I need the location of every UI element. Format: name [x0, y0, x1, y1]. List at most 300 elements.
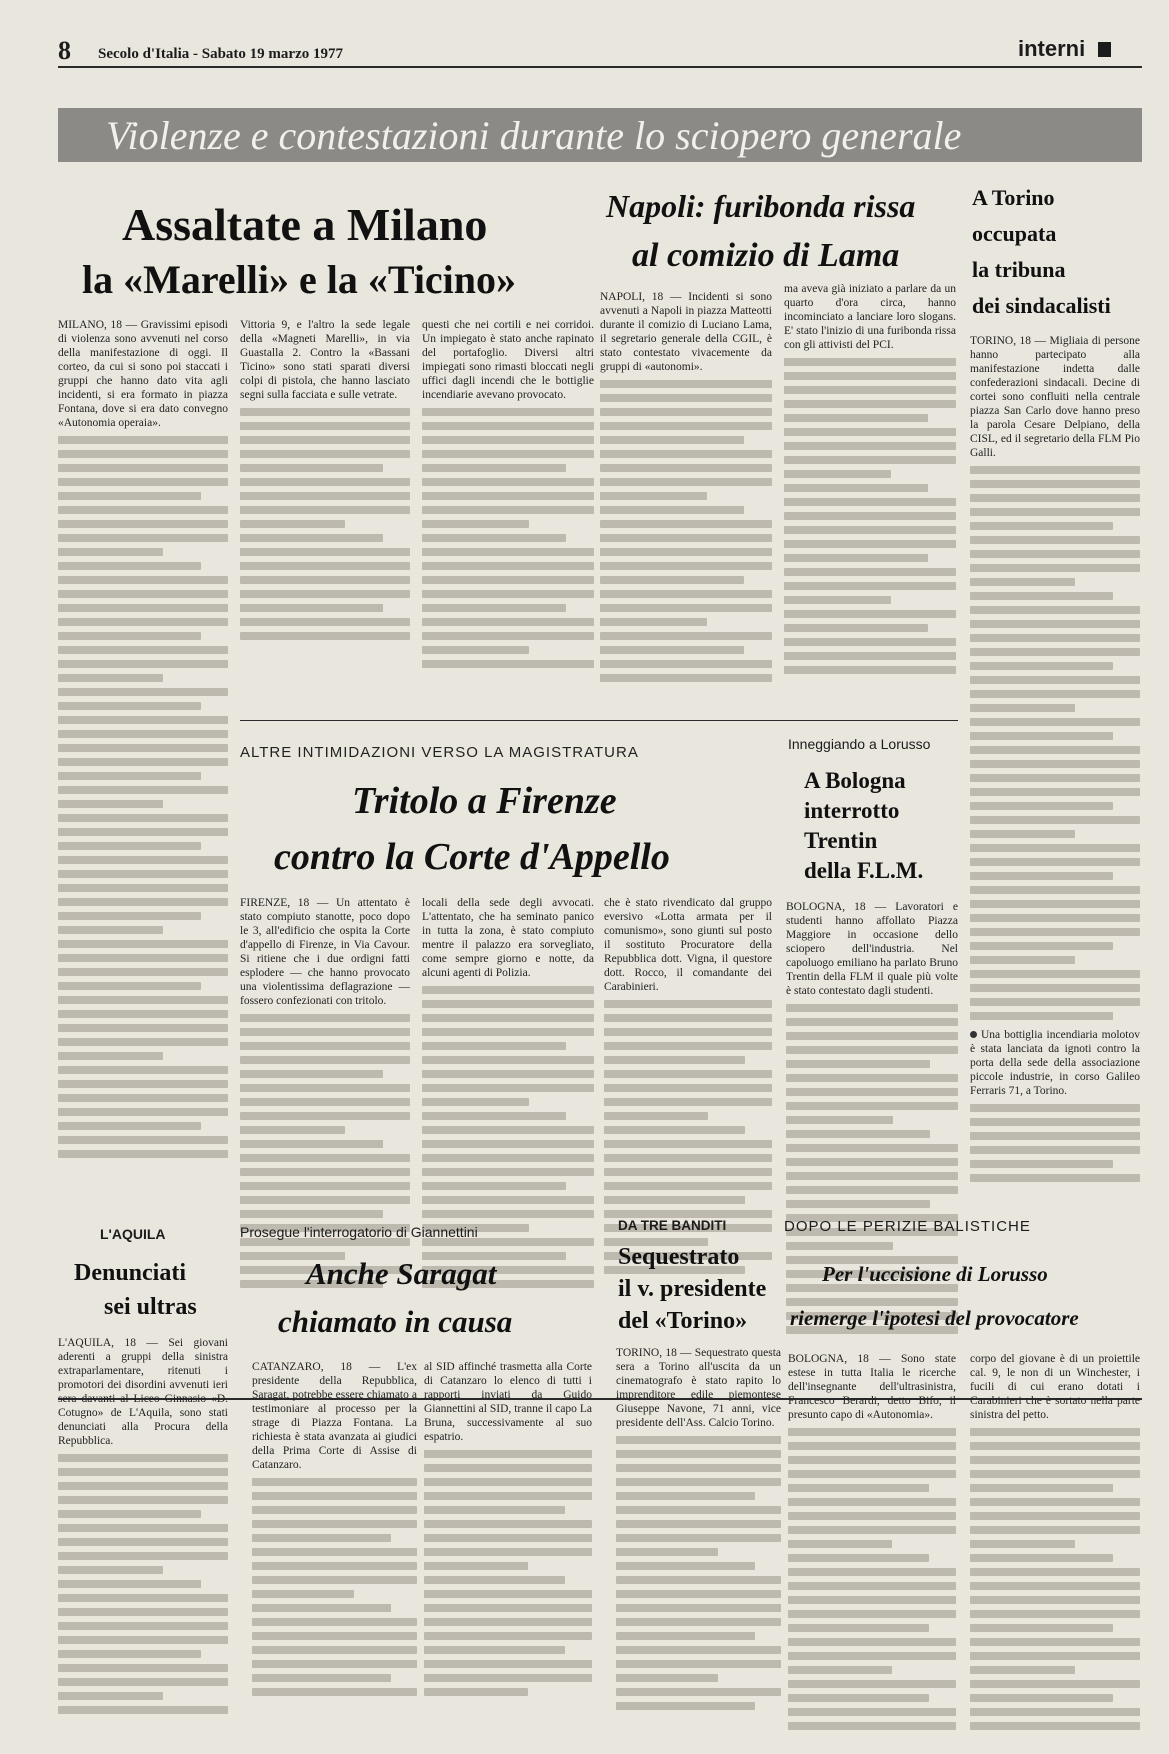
text-line	[784, 638, 956, 646]
text-line	[422, 604, 566, 612]
torino-bullet-item	[970, 1028, 1140, 1098]
napoli-col2-body	[784, 358, 956, 674]
text-line	[240, 1154, 410, 1162]
text-line	[58, 856, 228, 864]
milano-col3-body	[422, 408, 594, 668]
text-line	[424, 1632, 592, 1640]
text-line	[58, 884, 228, 892]
text-line	[58, 688, 228, 696]
text-line	[422, 534, 566, 542]
banner-text: Violenze e contestazioni durante lo sciopero generale	[106, 113, 962, 158]
text-line	[422, 1070, 594, 1078]
sequestro-column	[616, 1346, 781, 1748]
saragat-title-line2: chiamato in causa	[278, 1304, 513, 1339]
text-line	[58, 814, 228, 822]
text-line	[58, 800, 163, 808]
text-line	[424, 1506, 565, 1514]
text-line	[604, 1210, 772, 1218]
text-line	[784, 540, 956, 548]
text-line	[58, 996, 228, 1004]
text-line	[424, 1478, 592, 1486]
text-line	[58, 744, 228, 752]
text-line	[604, 1154, 772, 1162]
text-line	[240, 1084, 410, 1092]
text-line	[252, 1674, 391, 1682]
text-line	[600, 408, 772, 416]
text-line	[240, 1098, 410, 1106]
text-line	[58, 1636, 228, 1644]
text-line	[58, 464, 228, 472]
text-line	[58, 954, 228, 962]
text-line	[970, 830, 1075, 838]
text-line	[604, 1196, 745, 1204]
saragat-kicker: Prosegue l'interrogatorio di Giannettini	[240, 1224, 478, 1240]
text-line	[970, 676, 1140, 684]
text-line	[970, 886, 1140, 894]
text-line	[784, 512, 956, 520]
text-line	[786, 1144, 958, 1152]
text-line	[616, 1506, 781, 1514]
text-line	[424, 1520, 592, 1528]
text-line	[784, 358, 956, 366]
text-line	[604, 1056, 745, 1064]
text-line	[424, 1688, 528, 1696]
text-line	[788, 1610, 956, 1618]
text-line	[970, 816, 1140, 824]
text-line	[58, 562, 201, 570]
text-line	[616, 1646, 781, 1654]
text-line	[784, 484, 928, 492]
text-line	[786, 1046, 958, 1054]
text-line	[58, 1482, 228, 1490]
text-line	[970, 1484, 1113, 1492]
lorusso-col2-body	[970, 1428, 1140, 1730]
text-line	[424, 1618, 592, 1626]
text-line	[788, 1652, 956, 1660]
text-line	[970, 1610, 1140, 1618]
text-line	[616, 1702, 755, 1710]
text-line	[58, 1622, 228, 1630]
text-line	[600, 576, 744, 584]
text-line	[240, 422, 410, 430]
text-line	[58, 1122, 201, 1130]
milano-title-line2: la «Marelli» e la «Ticino»	[82, 257, 517, 302]
text-line	[58, 772, 201, 780]
text-line	[58, 604, 228, 612]
text-line	[786, 1102, 958, 1110]
text-line	[424, 1590, 592, 1598]
text-line	[252, 1576, 417, 1584]
napoli-title-line2: al comizio di Lama	[632, 237, 900, 274]
text-line	[600, 492, 707, 500]
text-line	[58, 1538, 228, 1546]
text-line	[58, 1038, 228, 1046]
text-line	[604, 1042, 772, 1050]
text-line	[252, 1478, 417, 1486]
text-line	[616, 1674, 718, 1682]
text-line	[58, 450, 228, 458]
sequestro-kicker: DA TRE BANDITI	[618, 1218, 727, 1233]
text-line	[600, 478, 772, 486]
text-line	[970, 774, 1140, 782]
text-line	[788, 1512, 956, 1520]
text-line	[970, 1722, 1140, 1730]
text-line	[786, 1242, 893, 1250]
text-line	[970, 1498, 1140, 1506]
text-line	[422, 408, 594, 416]
text-line	[422, 1028, 594, 1036]
text-line	[58, 478, 228, 486]
text-line	[422, 1084, 594, 1092]
text-line	[600, 632, 772, 640]
firenze-title-line1: Tritolo a Firenze	[352, 780, 617, 822]
text-line	[970, 662, 1113, 670]
text-line	[970, 1470, 1140, 1478]
text-line	[784, 582, 956, 590]
text-line	[422, 1000, 594, 1008]
text-line	[788, 1624, 929, 1632]
lorusso-kicker: DOPO LE PERIZIE BALISTICHE	[784, 1218, 1031, 1235]
text-line	[252, 1520, 417, 1528]
text-line	[784, 554, 928, 562]
text-line	[784, 652, 956, 660]
text-line	[422, 1126, 594, 1134]
text-line	[58, 1136, 228, 1144]
text-line	[424, 1646, 565, 1654]
torino-title-line4: dei sindacalisti	[972, 293, 1111, 318]
text-line	[600, 422, 772, 430]
text-line	[970, 508, 1140, 516]
text-line	[58, 982, 201, 990]
text-line	[422, 986, 594, 994]
text-line	[786, 1130, 930, 1138]
text-line	[970, 1442, 1140, 1450]
lorusso-title-line1: Per l'uccisione di Lorusso	[822, 1262, 1048, 1286]
text-line	[604, 1140, 772, 1148]
text-line	[784, 526, 956, 534]
text-line	[600, 660, 772, 668]
saragat-title-line1: Anche Saragat	[306, 1256, 497, 1291]
firenze-kicker: ALTRE INTIMIDAZIONI VERSO LA MAGISTRATURA	[240, 744, 639, 761]
saragat-col2-lead: al SID affinché trasmetta alla Corte di Catanzaro lo elenco di tutti i rapporti inviati da Guido Giannettini al SID, tranne il capo La Bruna, successivamente al suo espatrio.	[424, 1361, 592, 1443]
text-line	[252, 1492, 417, 1500]
text-line	[58, 1580, 201, 1588]
bologna-title-line3: Trentin	[804, 828, 878, 853]
text-line	[600, 590, 772, 598]
text-line	[58, 926, 163, 934]
text-line	[786, 1004, 958, 1012]
text-line	[58, 1664, 228, 1672]
text-line	[786, 1018, 958, 1026]
text-line	[970, 536, 1140, 544]
text-line	[600, 548, 772, 556]
text-line	[240, 478, 410, 486]
torino-title-line1: A Torino	[972, 185, 1055, 210]
text-line	[252, 1632, 417, 1640]
text-line	[786, 1032, 958, 1040]
text-line	[422, 618, 594, 626]
milano-col1-lead: MILANO, 18 — Gravissimi episodi di violenza sono avvenuti nel corso della manifestazione di oggi. Il corteo, da cui si sono poi staccati i gruppi che hanno dato vita agli incidenti, si era formato in piazza Fontana, dove si era dato convegno «Autonomia operaia».	[58, 319, 228, 429]
text-line	[58, 506, 228, 514]
text-line	[58, 1108, 228, 1116]
text-line	[616, 1492, 755, 1500]
text-line	[970, 872, 1113, 880]
header-rule	[58, 66, 1142, 68]
text-line	[970, 1582, 1140, 1590]
text-line	[422, 450, 594, 458]
text-line	[240, 534, 383, 542]
text-line	[252, 1646, 417, 1654]
text-line	[58, 632, 201, 640]
text-line	[58, 618, 228, 626]
text-line	[616, 1604, 781, 1612]
text-line	[422, 1210, 594, 1218]
text-line	[58, 1066, 228, 1074]
text-line	[422, 590, 594, 598]
text-line	[970, 914, 1140, 922]
text-line	[424, 1604, 592, 1612]
text-line	[970, 466, 1140, 474]
text-line	[422, 506, 594, 514]
milano-col2-body	[240, 408, 410, 640]
torino-col-lead: TORINO, 18 — Migliaia di persone hanno partecipato alla manifestazione indetta dalle confederazioni sindacali. Decine di cortei sono confluiti nella centrale piazza San Carlo dove hanno preso la parola Cesare Delpiano, della CISL, ed il segretario della FLM Pio Galli.	[970, 335, 1140, 459]
text-line	[58, 912, 201, 920]
text-line	[58, 1650, 201, 1658]
text-line	[788, 1498, 956, 1506]
text-line	[424, 1450, 592, 1458]
napoli-column-1	[600, 290, 772, 708]
sequestro-title-line1: Sequestrato	[618, 1244, 740, 1270]
text-line	[616, 1590, 781, 1598]
bologna-kicker: Inneggiando a Lorusso	[788, 736, 931, 752]
text-line	[240, 436, 410, 444]
text-line	[424, 1548, 592, 1556]
text-line	[616, 1688, 781, 1696]
text-line	[604, 1182, 772, 1190]
milano-col2-lead: Vittoria 9, e l'altro la sede legale della «Magneti Marelli», in via Guastalla 2. Contro la «Bassani Ticino» sono stati sparati diversi colpi di pistola, che hanno lasciato segni sulla facciata e sulle vetrate.	[240, 319, 410, 401]
text-line	[422, 562, 594, 570]
text-line	[970, 942, 1113, 950]
text-line	[240, 590, 410, 598]
text-line	[58, 828, 228, 836]
lorusso-column-2	[970, 1352, 1140, 1748]
aquila-title-line2: sei ultras	[104, 1294, 197, 1320]
text-line	[788, 1456, 956, 1464]
text-line	[58, 1094, 228, 1102]
text-line	[58, 1524, 228, 1532]
napoli-title-line1: Napoli: furibonda rissa	[606, 188, 916, 224]
milano-col3-lead: questi che nei cortili e nei corridoi. Un impiegato è stato anche rapinato del portafoglio. Diversi altri impiegati sono rimasti bloccati negli uffici dagli incendi che le bottiglie incendiarie avevano provocato.	[422, 319, 594, 401]
text-line	[58, 786, 228, 794]
text-line	[788, 1666, 892, 1674]
text-line	[600, 520, 772, 528]
text-line	[970, 1160, 1113, 1168]
text-line	[970, 732, 1113, 740]
text-line	[240, 492, 410, 500]
text-line	[422, 1182, 566, 1190]
text-line	[600, 534, 772, 542]
text-line	[970, 1652, 1140, 1660]
text-line	[970, 620, 1140, 628]
text-line	[970, 494, 1140, 502]
firenze-title-line2: contro la Corte d'Appello	[274, 836, 670, 878]
text-line	[784, 498, 956, 506]
napoli-column-2	[784, 282, 956, 708]
text-line	[240, 464, 383, 472]
text-line	[784, 400, 956, 408]
text-line	[252, 1618, 417, 1626]
text-line	[252, 1688, 417, 1696]
text-line	[422, 1168, 594, 1176]
text-line	[788, 1442, 956, 1450]
mid-rule-right	[786, 720, 958, 721]
sequestro-col-body	[616, 1436, 781, 1710]
text-line	[58, 968, 228, 976]
text-line	[970, 1104, 1140, 1112]
text-line	[788, 1484, 929, 1492]
text-line	[970, 746, 1140, 754]
text-line	[970, 788, 1140, 796]
text-line	[600, 464, 772, 472]
text-line	[58, 1692, 163, 1700]
text-line	[422, 478, 594, 486]
text-line	[422, 660, 594, 668]
section-square-mark	[1098, 42, 1111, 57]
firenze-col1-body	[240, 1014, 410, 1288]
text-line	[58, 940, 228, 948]
text-line	[58, 520, 228, 528]
text-line	[600, 506, 744, 514]
text-line	[422, 1112, 566, 1120]
text-line	[604, 1126, 745, 1134]
text-line	[58, 758, 228, 766]
text-line	[970, 1146, 1140, 1154]
sequestro-title-line3: del «Torino»	[618, 1308, 748, 1334]
lorusso-col1-body	[788, 1428, 956, 1730]
text-line	[58, 1468, 228, 1476]
text-line	[784, 414, 928, 422]
section-name: interni	[1018, 36, 1086, 61]
napoli-col2-lead: ma aveva già iniziato a parlare da un quarto d'ora circa, hanno incominciato a lanciare loro slogans. E' stato l'inizio di una furibonda rissa con gli attivisti del PCI.	[784, 283, 956, 351]
text-line	[970, 1554, 1113, 1562]
text-line	[604, 1070, 772, 1078]
text-line	[970, 606, 1140, 614]
text-line	[970, 858, 1140, 866]
text-line	[786, 1186, 958, 1194]
text-line	[600, 380, 772, 388]
text-line	[240, 520, 345, 528]
text-line	[240, 604, 383, 612]
torino-col-body	[970, 466, 1140, 1020]
text-line	[788, 1526, 956, 1534]
torino-bullet-lead: Una bottiglia incendiaria molotov è stata lanciata da ignoti contro la porta della sede della associazione piccole industrie, in corso Galileo Ferraris 71, a Torino.	[970, 1029, 1140, 1097]
text-line	[252, 1590, 354, 1598]
lorusso-column-1	[788, 1352, 956, 1748]
text-line	[616, 1464, 781, 1472]
text-line	[786, 1172, 958, 1180]
text-line	[970, 1680, 1140, 1688]
napoli-col1-lead: NAPOLI, 18 — Incidenti si sono avvenuti a Napoli in piazza Matteotti durante il comizio di Luciano Lama, il segretario generale della CGIL, è stato contestato vivacemente da gruppi di «autonomi».	[600, 291, 772, 373]
text-line	[422, 1056, 594, 1064]
text-line	[422, 1140, 594, 1148]
text-line	[422, 632, 594, 640]
text-line	[422, 1042, 566, 1050]
text-line	[784, 386, 956, 394]
text-line	[970, 578, 1075, 586]
firenze-col1-lead: FIRENZE, 18 — Un attentato è stato compiuto stanotte, poco dopo le 3, all'edificio che ospita la Corte d'appello di Firenze, in Via Cavour. Si ritiene che i due ordigni fatti esplodere — che hanno provocato una violentissima deflagrazione — fossero confezionati con tritolo.	[240, 897, 410, 1007]
text-line	[604, 1028, 772, 1036]
text-line	[788, 1540, 892, 1548]
text-line	[788, 1708, 956, 1716]
text-line	[252, 1562, 417, 1570]
milano-column-2	[240, 318, 410, 708]
text-line	[784, 610, 956, 618]
text-line	[970, 1694, 1113, 1702]
text-line	[240, 548, 410, 556]
text-line	[970, 1596, 1140, 1604]
saragat-col1-body	[252, 1478, 417, 1696]
torino-title-line2: occupata	[972, 221, 1057, 246]
text-line	[424, 1576, 565, 1584]
firenze-col2-lead: locali della sede degli avvocati. L'attentato, che ha seminato panico in tutta la zona, è stato compiuto mentre il palazzo era sorvegliato, come sempre giorno e notte, da alcuni agenti di Polizia.	[422, 897, 594, 979]
text-line	[970, 844, 1140, 852]
aquila-column	[58, 1336, 228, 1748]
text-line	[604, 1084, 772, 1092]
text-line	[240, 576, 410, 584]
text-line	[422, 1154, 594, 1162]
text-line	[58, 1510, 201, 1518]
text-line	[422, 436, 594, 444]
text-line	[788, 1582, 956, 1590]
text-line	[422, 492, 594, 500]
text-line	[788, 1722, 956, 1730]
text-line	[616, 1562, 755, 1570]
milano-title-line1: Assaltate a Milano	[122, 199, 488, 250]
text-line	[970, 718, 1140, 726]
text-line	[616, 1548, 718, 1556]
text-line	[600, 394, 772, 402]
text-line	[424, 1534, 592, 1542]
text-line	[788, 1680, 956, 1688]
text-line	[58, 534, 228, 542]
text-line	[970, 592, 1113, 600]
text-line	[970, 1456, 1140, 1464]
text-line	[422, 576, 594, 584]
text-line	[970, 634, 1140, 642]
text-line	[58, 730, 228, 738]
text-line	[240, 506, 410, 514]
text-line	[970, 956, 1075, 964]
text-line	[240, 1196, 410, 1204]
text-line	[784, 568, 956, 576]
page-number: 8	[58, 36, 71, 65]
text-line	[58, 436, 228, 444]
text-line	[970, 1624, 1113, 1632]
text-line	[58, 1678, 228, 1686]
text-line	[788, 1568, 956, 1576]
text-line	[422, 646, 529, 654]
text-line	[600, 436, 744, 444]
text-line	[240, 1070, 383, 1078]
text-line	[788, 1638, 956, 1646]
text-line	[616, 1520, 781, 1528]
text-line	[604, 1014, 772, 1022]
text-line	[616, 1436, 781, 1444]
text-line	[58, 1566, 163, 1574]
text-line	[252, 1604, 391, 1612]
text-line	[788, 1694, 929, 1702]
text-line	[786, 1158, 958, 1166]
